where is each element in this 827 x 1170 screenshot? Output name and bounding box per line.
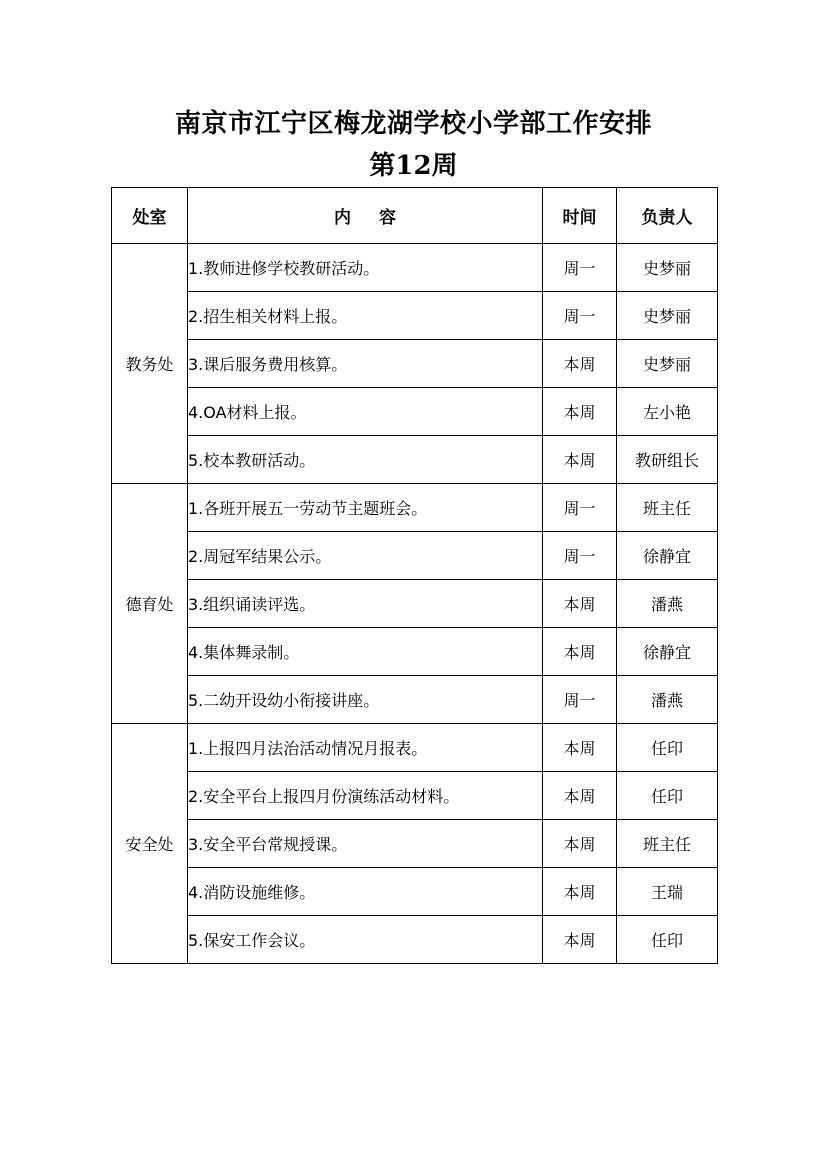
content-cell: 5.保安工作会议。 [188,916,543,964]
content-cell: 5.二幼开设幼小衔接讲座。 [188,676,543,724]
page-title: 南京市江宁区梅龙湖学校小学部工作安排 [174,109,652,139]
owner-cell: 任印 [617,772,718,820]
time-cell: 本周 [543,772,617,820]
owner-cell: 史梦丽 [617,292,718,340]
table-row [112,916,718,964]
dept-cell: 德育处 [112,484,188,724]
time-cell: 本周 [543,388,617,436]
dept-cell: 教务处 [112,244,188,484]
content-cell: 2.周冠军结果公示。 [188,532,543,580]
table-header-row [112,188,718,244]
content-cell: 4.OA材料上报。 [188,388,543,436]
owner-cell: 教研组长 [617,436,718,484]
time-cell: 周一 [543,244,617,292]
column-header-content: 内容 [188,188,543,244]
table-row [112,484,718,532]
owner-cell: 徐静宜 [617,628,718,676]
column-header-time: 时间 [543,188,617,244]
time-cell: 本周 [543,628,617,676]
owner-cell: 史梦丽 [617,340,718,388]
owner-cell: 任印 [617,916,718,964]
table-row [112,532,718,580]
table-row [112,292,718,340]
table-row [112,628,718,676]
time-cell: 本周 [543,724,617,772]
column-header-dept: 处室 [112,188,188,244]
table-row [112,676,718,724]
table-row [112,244,718,292]
time-cell: 周一 [543,484,617,532]
schedule-table [111,187,718,964]
content-cell: 4.消防设施维修。 [188,868,543,916]
content-cell: 1.各班开展五一劳动节主题班会。 [188,484,543,532]
time-cell: 本周 [543,436,617,484]
table-row [112,724,718,772]
time-cell: 本周 [543,820,617,868]
content-cell: 3.课后服务费用核算。 [188,340,543,388]
week-label: 第12周 [369,151,458,181]
table-row [112,772,718,820]
owner-cell: 班主任 [617,820,718,868]
time-cell: 本周 [543,916,617,964]
owner-cell: 徐静宜 [617,532,718,580]
time-cell: 周一 [543,532,617,580]
table-row [112,388,718,436]
time-cell: 本周 [543,340,617,388]
owner-cell: 潘燕 [617,676,718,724]
content-cell: 2.招生相关材料上报。 [188,292,543,340]
table-row [112,436,718,484]
content-cell: 3.组织诵读评选。 [188,580,543,628]
content-cell: 5.校本教研活动。 [188,436,543,484]
owner-cell: 潘燕 [617,580,718,628]
content-cell: 4.集体舞录制。 [188,628,543,676]
time-cell: 本周 [543,580,617,628]
table-row [112,820,718,868]
content-cell: 2.安全平台上报四月份演练活动材料。 [188,772,543,820]
content-cell: 1.教师进修学校教研活动。 [188,244,543,292]
time-cell: 周一 [543,292,617,340]
time-cell: 周一 [543,676,617,724]
owner-cell: 史梦丽 [617,244,718,292]
table-row [112,580,718,628]
column-header-owner: 负责人 [617,188,718,244]
time-cell: 本周 [543,868,617,916]
table-row [112,340,718,388]
owner-cell: 左小艳 [617,388,718,436]
owner-cell: 班主任 [617,484,718,532]
owner-cell: 任印 [617,724,718,772]
dept-cell: 安全处 [112,724,188,964]
content-cell: 3.安全平台常规授课。 [188,820,543,868]
content-cell: 1.上报四月法治活动情况月报表。 [188,724,543,772]
owner-cell: 王瑞 [617,868,718,916]
table-row [112,868,718,916]
table-body [112,244,718,964]
